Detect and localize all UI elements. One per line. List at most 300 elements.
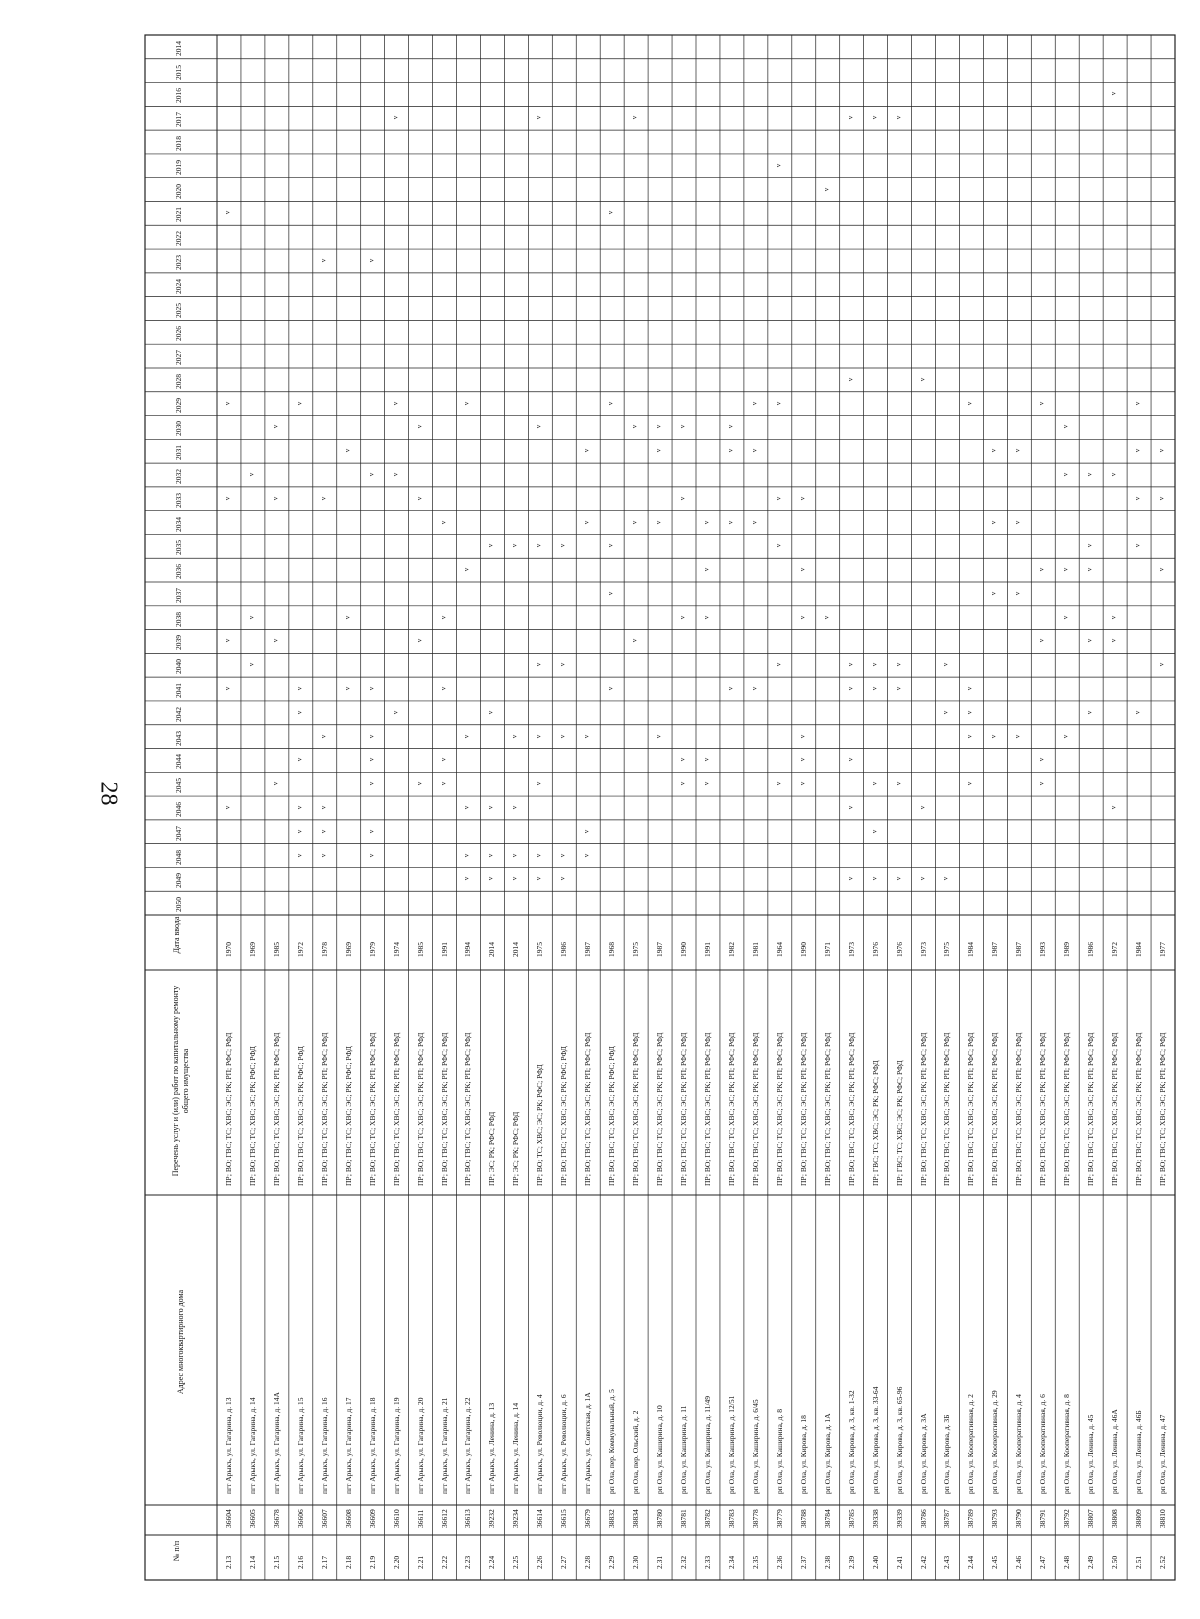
schedule-mark: v <box>271 781 280 786</box>
schedule-mark: v <box>917 377 926 382</box>
schedule-mark: v <box>223 496 232 501</box>
schedule-mark: v <box>702 567 711 572</box>
schedule-mark: v <box>798 615 807 619</box>
row-works: ПР; ВО; ГВС; ТС; ХВС; ЭС; РК; РП; РФС; РФД <box>774 1032 784 1186</box>
schedule-mark: v <box>342 448 351 453</box>
schedule-mark: v <box>1085 567 1094 572</box>
schedule-mark: v <box>486 544 495 548</box>
row-house-id: 36615 <box>559 1509 569 1528</box>
schedule-mark: v <box>678 425 687 429</box>
row-house-id: 38786 <box>918 1509 928 1528</box>
row-date: 1993 <box>1038 942 1048 957</box>
row-number: 2.32 <box>679 1555 689 1569</box>
schedule-mark: v <box>438 686 447 691</box>
row-address: рп Ола, ул. Каширина, д. 11/49 <box>702 1395 712 1494</box>
schedule-mark: v <box>223 639 232 643</box>
schedule-mark: v <box>582 520 591 524</box>
row-date: 1984 <box>966 942 976 957</box>
year-header: 2047 <box>174 825 183 841</box>
row-number: 2.21 <box>415 1555 425 1569</box>
row-date: 1975 <box>631 942 641 957</box>
row-address: рп Ола, ул. Кирова, д. 3Б <box>942 1414 952 1494</box>
row-house-id: 38784 <box>822 1509 832 1528</box>
year-header: 2035 <box>174 540 183 556</box>
schedule-mark: v <box>223 401 232 405</box>
row-date: 1977 <box>1158 942 1168 957</box>
schedule-mark: v <box>845 377 854 382</box>
year-header: 2020 <box>174 183 183 199</box>
row-works: ПР; ВО; ГВС; ТС; ХВС; ЭС; РК; РП; РФС; РФД <box>1086 1032 1096 1186</box>
schedule-mark: v <box>1013 448 1022 453</box>
schedule-mark: v <box>390 401 399 405</box>
row-address: рп Ола, пер. Ольский, д. 2 <box>631 1410 641 1494</box>
row-works: ПР; ВО; ГВС; ТС; ХВС; ЭС; РК; РП; РФС; РФД <box>1158 1032 1168 1186</box>
row-address: рп Ола, ул. Ленина, д. 46А <box>1110 1409 1120 1494</box>
schedule-mark: v <box>1133 544 1142 548</box>
schedule-mark: v <box>893 877 902 881</box>
schedule-mark: v <box>582 853 591 857</box>
row-works: ПР; ВО; ГВС; ТС; ХВС; ЭС; РК; РП; РФС; РФД <box>463 1032 473 1186</box>
row-date: 1987 <box>1014 942 1024 957</box>
schedule-mark: v <box>247 663 256 667</box>
schedule-mark: v <box>1133 496 1142 501</box>
schedule-mark: v <box>678 758 687 762</box>
row-date: 1987 <box>655 942 665 957</box>
year-header: 2048 <box>174 849 183 865</box>
row-works: ПР; ЭС; РК; РФС; РФД <box>487 1111 497 1186</box>
row-number: 2.19 <box>367 1555 377 1569</box>
row-house-id: 38781 <box>679 1509 689 1528</box>
row-address: пгт Арыкъ, ул. Советская, д. 1А <box>583 1392 593 1494</box>
schedule-mark: v <box>366 686 375 691</box>
row-works: ПР; ВО; ГВС; ТС; ХВС; ЭС; РК; РП; РФС; РФД <box>583 1032 593 1186</box>
row-address: пгт Арыкъ, ул. Гагарина, д. 13 <box>223 1397 233 1494</box>
schedule-mark: v <box>414 639 423 643</box>
row-house-id: 38788 <box>798 1509 808 1528</box>
schedule-mark: v <box>558 853 567 857</box>
row-number: 2.25 <box>511 1555 521 1569</box>
schedule-mark: v <box>462 567 471 572</box>
row-works: ПР; ВО; ГВС; ТС; ХВС; ЭС; РК; РП; РФС; РФД <box>918 1032 928 1186</box>
row-house-id: 38810 <box>1158 1509 1168 1528</box>
row-date: 1986 <box>559 942 569 957</box>
row-date: 1975 <box>942 942 952 957</box>
schedule-mark: v <box>438 615 447 619</box>
row-house-id: 36612 <box>439 1509 449 1528</box>
row-number: 2.37 <box>798 1555 808 1569</box>
schedule-mark: v <box>342 686 351 691</box>
row-date: 1969 <box>247 942 257 957</box>
schedule-mark: v <box>534 853 543 857</box>
schedule-mark: v <box>414 496 423 501</box>
row-date: 1970 <box>223 942 233 957</box>
row-house-id: 39339 <box>894 1509 904 1528</box>
row-works: ПР; ВО; ТС; ХВС; ЭС; РК; РФС; РФД <box>535 1064 545 1186</box>
row-date: 1984 <box>1134 942 1144 957</box>
year-header: 2032 <box>174 469 183 484</box>
schedule-mark: v <box>534 734 543 738</box>
year-header: 2015 <box>174 64 183 80</box>
row-house-id: 36611 <box>415 1509 425 1528</box>
schedule-mark: v <box>726 520 735 524</box>
schedule-mark: v <box>821 615 830 619</box>
schedule-mark: v <box>271 425 280 429</box>
schedule-mark: v <box>582 829 591 833</box>
year-header: 2044 <box>174 754 183 770</box>
row-date: 1990 <box>679 942 689 957</box>
schedule-mark: v <box>869 781 878 786</box>
year-header: 2023 <box>174 254 183 270</box>
row-date: 1986 <box>1086 942 1096 957</box>
schedule-mark: v <box>486 805 495 810</box>
schedule-mark: v <box>845 805 854 810</box>
row-address: рп Ола, ул. Кооперативная, д. 6 <box>1038 1394 1048 1494</box>
row-house-id: 38778 <box>750 1509 760 1528</box>
year-header: 2049 <box>174 873 183 889</box>
schedule-mark: v <box>1013 520 1022 524</box>
schedule-mark: v <box>438 758 447 762</box>
schedule-mark: v <box>726 686 735 691</box>
schedule-mark: v <box>726 448 735 453</box>
row-number: 2.51 <box>1134 1555 1144 1569</box>
row-house-id: 38782 <box>702 1509 712 1528</box>
row-house-id: 36609 <box>367 1509 377 1528</box>
row-works: ПР; ВО; ГВС; ТС; ХВС; ЭС; РК; РП; РФС; РФД <box>990 1032 1000 1186</box>
schedule-mark: v <box>678 781 687 786</box>
row-date: 1979 <box>367 942 377 957</box>
schedule-mark: v <box>702 781 711 786</box>
year-header: 2022 <box>174 231 183 247</box>
row-works: ПР; ВО; ГВС; ТС; ХВС; ЭС; РК; РП; РФС; РФД <box>319 1032 329 1186</box>
row-date: 1978 <box>319 942 329 957</box>
schedule-mark: v <box>1109 639 1118 643</box>
schedule-mark: v <box>319 805 328 810</box>
schedule-mark: v <box>438 520 447 524</box>
row-number: 2.26 <box>535 1555 545 1569</box>
row-house-id: 36614 <box>535 1509 545 1528</box>
schedule-mark: v <box>319 496 328 501</box>
row-number: 2.30 <box>631 1555 641 1569</box>
schedule-mark: v <box>295 401 304 405</box>
row-address: пгт Арыкъ, ул. Ленина, д. 13 <box>487 1402 497 1494</box>
schedule-mark: v <box>989 520 998 524</box>
schedule-mark: v <box>606 211 615 215</box>
row-date: 1987 <box>583 942 593 957</box>
row-works: ПР; ВО; ГВС; ТС; ХВС; ЭС; РК; РП; РФС; РФД <box>1014 1032 1024 1186</box>
schedule-mark: v <box>1109 92 1118 96</box>
schedule-mark: v <box>869 877 878 881</box>
schedule-mark: v <box>390 115 399 120</box>
schedule-mark: v <box>1085 472 1094 477</box>
row-address: рп Ола, ул. Кирова, д. 18 <box>798 1415 808 1494</box>
year-header: 2021 <box>174 207 183 223</box>
row-address: рп Ола, ул. Каширина, д. 8 <box>774 1409 784 1494</box>
row-house-id: 36607 <box>319 1509 329 1528</box>
row-number: 2.17 <box>319 1555 329 1569</box>
row-number: 2.15 <box>271 1555 281 1569</box>
row-date: 1964 <box>774 942 784 957</box>
row-house-id: 38808 <box>1110 1509 1120 1528</box>
year-header: 2025 <box>174 302 183 318</box>
row-address: пгт Арыкъ, ул. Гагарина, д. 20 <box>415 1397 425 1494</box>
row-house-id: 38779 <box>774 1509 784 1528</box>
row-address: рп Ола, пер. Коммунальный, д. 5 <box>607 1389 617 1494</box>
schedule-mark: v <box>917 805 926 810</box>
row-house-id: 36610 <box>391 1509 401 1528</box>
schedule-mark: v <box>462 877 471 881</box>
row-address: пгт Арыкъ, ул. Гагарина, д. 14А <box>271 1392 281 1494</box>
schedule-mark: v <box>1061 567 1070 572</box>
schedule-mark: v <box>965 710 974 715</box>
row-works: ПР; ВО; ГВС; ТС; ХВС; ЭС; РК; РП; РФС; РФД <box>679 1032 689 1186</box>
schedule-mark: v <box>1085 544 1094 548</box>
row-works: ПР; ВО; ГВС; ТС; ХВС; ЭС; РК; РП; РФС; РФД <box>942 1032 952 1186</box>
row-address: пгт Арыкъ, ул. Гагарина, д. 21 <box>439 1397 449 1494</box>
row-house-id: 38789 <box>966 1509 976 1528</box>
schedule-mark: v <box>438 781 447 786</box>
schedule-mark: v <box>965 686 974 691</box>
row-number: 2.13 <box>223 1555 233 1569</box>
row-date: 1989 <box>1062 942 1072 957</box>
schedule-mark: v <box>845 686 854 691</box>
row-date: 1973 <box>918 942 928 957</box>
schedule-mark: v <box>941 877 950 881</box>
row-address: рп Ола, ул. Кирова, д. 3, кв. 1-32 <box>846 1390 856 1494</box>
row-address: рп Ола, ул. Кирова, д. 1А <box>822 1413 832 1494</box>
row-works: ПР; ВО; ГВС; ТС; ХВС; ЭС; РК; РФС; РФД <box>295 1046 305 1186</box>
row-address: рп Ола, ул. Кирова, д. 3А <box>918 1413 928 1494</box>
schedule-mark: v <box>414 425 423 429</box>
row-address: рп Ола, ул. Кооперативная, д. 29 <box>990 1390 1000 1494</box>
row-works: ПР; ВО; ГВС; ТС; ХВС; ЭС; РК; РП; РФС; РФД <box>846 1032 856 1186</box>
row-address: пгт Арыкъ, ул. Гагарина, д. 16 <box>319 1397 329 1494</box>
row-number: 2.52 <box>1158 1555 1168 1569</box>
row-address: рп Ола, ул. Ленина, д. 46Б <box>1134 1410 1144 1494</box>
schedule-mark: v <box>606 401 615 405</box>
schedule-mark: v <box>798 496 807 501</box>
row-works: ПР; ГВС; ТС; ХВС; ЭС; РК; РФС; РФД <box>870 1060 880 1186</box>
schedule-mark: v <box>630 639 639 643</box>
row-works: ПР; ВО; ГВС; ТС; ХВС; ЭС; РК; РП; РФС; РФД <box>966 1032 976 1186</box>
row-address: рп Ола, ул. Каширина, д. 6/45 <box>750 1399 760 1494</box>
row-number: 2.36 <box>774 1555 784 1569</box>
schedule-mark: v <box>989 448 998 453</box>
schedule-mark: v <box>1061 734 1070 738</box>
schedule-mark: v <box>1133 401 1142 405</box>
schedule-mark: v <box>1037 401 1046 405</box>
schedule-mark: v <box>941 663 950 667</box>
row-house-id: 36604 <box>223 1509 233 1528</box>
row-house-id: 38792 <box>1062 1509 1072 1528</box>
year-header: 2016 <box>174 88 183 104</box>
row-date: 1975 <box>535 942 545 957</box>
row-date: 1987 <box>990 942 1000 957</box>
schedule-mark: v <box>702 758 711 762</box>
row-date: 1991 <box>439 942 449 957</box>
row-number: 2.16 <box>295 1555 305 1569</box>
schedule-mark: v <box>1061 472 1070 477</box>
schedule-mark: v <box>1157 496 1166 501</box>
schedule-mark: v <box>295 805 304 810</box>
schedule-mark: v <box>510 734 519 738</box>
row-number: 2.43 <box>942 1555 952 1569</box>
row-works: ПР; ВО; ГВС; ТС; ХВС; ЭС; РК; РП; РФС; РФД <box>271 1032 281 1186</box>
schedule-mark: v <box>319 258 328 263</box>
year-header: 2027 <box>174 350 183 366</box>
row-works: ПР; ВО; ГВС; ТС; ХВС; ЭС; РК; РП; РФС; РФД <box>726 1032 736 1186</box>
schedule-mark: v <box>534 544 543 548</box>
year-header: 2039 <box>174 635 183 651</box>
row-date: 1973 <box>846 942 856 957</box>
row-works: ПР; ГВС; ТС; ХВС; ЭС; РК; РФС; РФД <box>894 1060 904 1186</box>
schedule-mark: v <box>462 805 471 810</box>
header-address: Адрес многоквартирного дома <box>176 1289 185 1395</box>
row-address: рп Ола, ул. Кооперативная, д. 4 <box>1014 1394 1024 1494</box>
year-header: 2041 <box>174 683 183 699</box>
schedule-mark: v <box>798 758 807 762</box>
row-address: рп Ола, ул. Кооперативная, д. 8 <box>1062 1394 1072 1494</box>
row-date: 1991 <box>702 942 712 957</box>
schedule-mark: v <box>271 496 280 501</box>
schedule-mark: v <box>295 829 304 833</box>
schedule-mark: v <box>1085 639 1094 643</box>
schedule-mark: v <box>1061 615 1070 619</box>
year-header: 2026 <box>174 326 183 342</box>
header-works: Перечень услуг и (или) работ по капитальному ремонту общего имущества <box>171 985 190 1177</box>
schedule-mark: v <box>295 686 304 691</box>
schedule-mark: v <box>1037 567 1046 572</box>
schedule-mark: v <box>414 781 423 786</box>
row-address: пгт Арыкъ, ул. Гагарина, д. 14 <box>247 1397 257 1494</box>
schedule-mark: v <box>486 853 495 857</box>
row-number: 2.33 <box>702 1555 712 1569</box>
schedule-mark: v <box>1133 448 1142 453</box>
row-works: ПР; ВО; ГВС; ТС; ХВС; ЭС; РК; РП; РФС; РФД <box>1062 1032 1072 1186</box>
row-number: 2.28 <box>583 1555 593 1569</box>
year-header: 2046 <box>174 801 183 817</box>
row-date: 1990 <box>798 942 808 957</box>
row-date: 1985 <box>415 942 425 957</box>
row-date: 1976 <box>870 942 880 957</box>
row-number: 2.50 <box>1110 1555 1120 1569</box>
row-date: 1981 <box>750 942 760 957</box>
row-house-id: 36613 <box>463 1509 473 1528</box>
schedule-mark: v <box>319 829 328 833</box>
schedule-mark: v <box>1037 781 1046 786</box>
row-number: 2.49 <box>1086 1555 1096 1569</box>
row-house-id: 36679 <box>583 1509 593 1528</box>
schedule-mark: v <box>366 734 375 738</box>
row-address: пгт Арыкъ, ул. Гагарина, д. 22 <box>463 1397 473 1494</box>
schedule-mark: v <box>247 472 256 477</box>
row-address: пгт Арыкъ, ул. Гагарина, д. 19 <box>391 1397 401 1494</box>
year-header: 2031 <box>174 445 183 461</box>
year-header: 2024 <box>174 278 183 294</box>
schedule-mark: v <box>534 663 543 667</box>
row-date: 1985 <box>271 942 281 957</box>
row-number: 2.24 <box>487 1555 497 1569</box>
schedule-mark: v <box>630 115 639 120</box>
row-works: ПР; ВО; ГВС; ТС; ХВС; ЭС; РК; РП; РФС; РФД <box>415 1032 425 1186</box>
schedule-mark: v <box>534 425 543 429</box>
schedule-mark: v <box>893 663 902 667</box>
schedule-mark: v <box>606 544 615 548</box>
row-address: рп Ола, ул. Каширина, д. 12/51 <box>726 1395 736 1494</box>
row-number: 2.48 <box>1062 1555 1072 1569</box>
year-header: 2037 <box>174 587 183 603</box>
year-header: 2050 <box>174 897 183 913</box>
row-date: 1972 <box>1110 942 1120 957</box>
schedule-mark: v <box>774 401 783 405</box>
schedule-mark: v <box>917 877 926 881</box>
row-number: 2.23 <box>463 1555 473 1569</box>
row-works: ПР; ВО; ГВС; ТС; ХВС; ЭС; РК; РП; РФС; РФД <box>439 1032 449 1186</box>
schedule-mark: v <box>510 853 519 857</box>
row-house-id: 38787 <box>942 1509 952 1528</box>
row-works: ПР; ВО; ГВС; ТС; ХВС; ЭС; РК; РФС; РФД <box>247 1046 257 1186</box>
year-header: 2033 <box>174 492 183 508</box>
schedule-mark: v <box>654 425 663 429</box>
schedule-mark: v <box>654 448 663 453</box>
row-works: ПР; ВО; ГВС; ТС; ХВС; ЭС; РК; РП; РФС; РФД <box>391 1032 401 1186</box>
schedule-mark: v <box>534 781 543 786</box>
schedule-mark: v <box>798 781 807 786</box>
schedule-mark: v <box>774 496 783 501</box>
row-house-id: 38807 <box>1086 1509 1096 1528</box>
row-number: 2.40 <box>870 1555 880 1569</box>
schedule-mark: v <box>989 734 998 738</box>
row-works: ПР; ВО; ГВС; ТС; ХВС; ЭС; РК; РП; РФС; РФД <box>367 1032 377 1186</box>
schedule-mark: v <box>390 710 399 715</box>
row-works: ПР; ВО; ГВС; ТС; ХВС; ЭС; РК; РП; РФС; РФД <box>750 1032 760 1186</box>
schedule-mark: v <box>1037 639 1046 643</box>
row-house-id: 38809 <box>1134 1509 1144 1528</box>
row-date: 1968 <box>607 942 617 957</box>
schedule-mark: v <box>678 615 687 619</box>
row-number: 2.39 <box>846 1555 856 1569</box>
row-address: рп Ола, ул. Ленина, д. 45 <box>1086 1414 1096 1494</box>
schedule-mark: v <box>1013 591 1022 596</box>
row-house-id: 36678 <box>271 1509 281 1528</box>
schedule-mark: v <box>845 115 854 120</box>
schedule-mark: v <box>654 734 663 738</box>
row-number: 2.46 <box>1014 1555 1024 1569</box>
year-header: 2042 <box>174 706 183 722</box>
schedule-mark: v <box>965 401 974 405</box>
schedule-mark: v <box>1013 734 1022 738</box>
row-works: ПР; ВО; ГВС; ТС; ХВС; ЭС; РК; РП; РФС; РФД <box>1134 1032 1144 1186</box>
schedule-mark: v <box>366 853 375 857</box>
row-date: 1994 <box>463 942 473 957</box>
schedule-mark: v <box>223 211 232 215</box>
row-house-id: 39232 <box>487 1509 497 1528</box>
schedule-mark: v <box>941 710 950 715</box>
schedule-mark: v <box>342 615 351 619</box>
schedule-mark: v <box>630 425 639 429</box>
row-date: 1972 <box>295 942 305 957</box>
row-address: рп Ола, ул. Каширина, д. 11 <box>679 1405 689 1494</box>
schedule-mark: v <box>486 877 495 881</box>
row-works: ПР; ВО; ГВС; ТС; ХВС; ЭС; РК; РФС; РФД <box>343 1046 353 1186</box>
schedule-mark: v <box>366 758 375 762</box>
schedule-mark: v <box>893 115 902 120</box>
row-number: 2.18 <box>343 1555 353 1569</box>
schedule-mark: v <box>534 877 543 881</box>
row-date: 1969 <box>343 942 353 957</box>
schedule-mark: v <box>1157 448 1166 453</box>
row-number: 2.29 <box>607 1555 617 1569</box>
schedule-mark: v <box>774 544 783 548</box>
